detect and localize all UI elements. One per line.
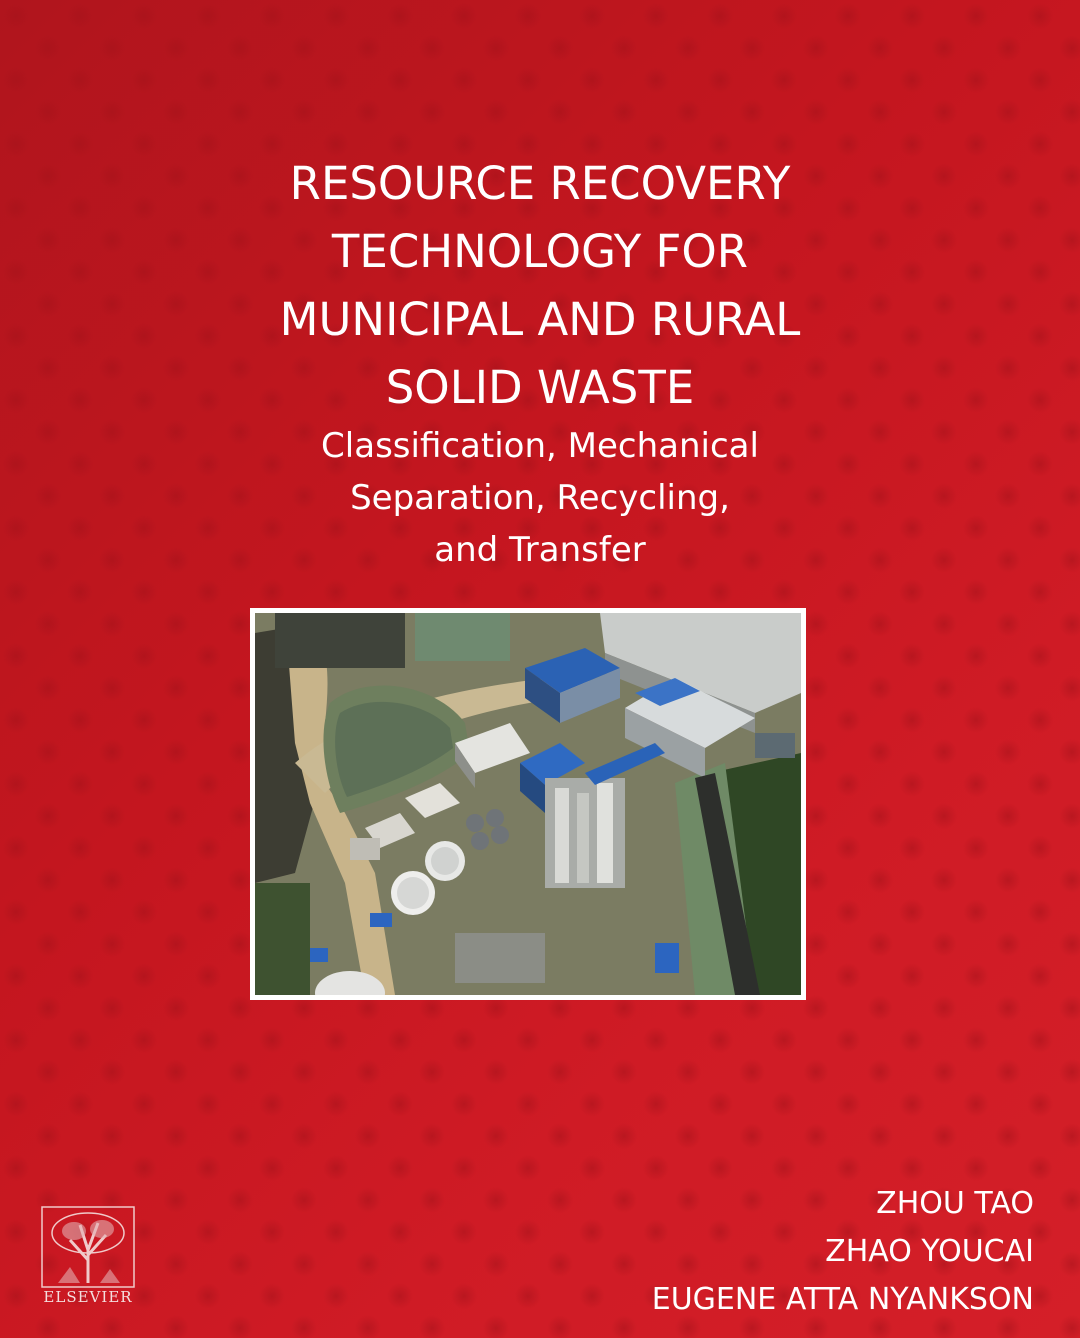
book-subtitle <box>140 420 940 576</box>
subtitle-line-3: and Transfer <box>434 530 646 570</box>
author-name: ZHAO YOUCAI <box>825 1234 1034 1269</box>
subtitle-line-1: Classification, Mechanical <box>321 426 759 466</box>
title-line-3: MUNICIPAL AND RURAL <box>279 293 801 346</box>
book-title <box>140 150 940 422</box>
publisher-name: ELSEVIER <box>43 1288 133 1306</box>
title-line-1: RESOURCE RECOVERY <box>289 157 791 210</box>
author-name: EUGENE ATTA NYANKSON <box>651 1282 1034 1317</box>
cover-photo <box>250 608 806 1000</box>
aerial-waste-plant-image <box>255 613 801 995</box>
title-line-2: TECHNOLOGY FOR <box>331 225 749 278</box>
author-list <box>652 1180 1034 1324</box>
subtitle-line-2: Separation, Recycling, <box>350 478 730 518</box>
author-name: ZHOU TAO <box>876 1186 1034 1221</box>
title-line-4: SOLID WASTE <box>385 361 695 414</box>
